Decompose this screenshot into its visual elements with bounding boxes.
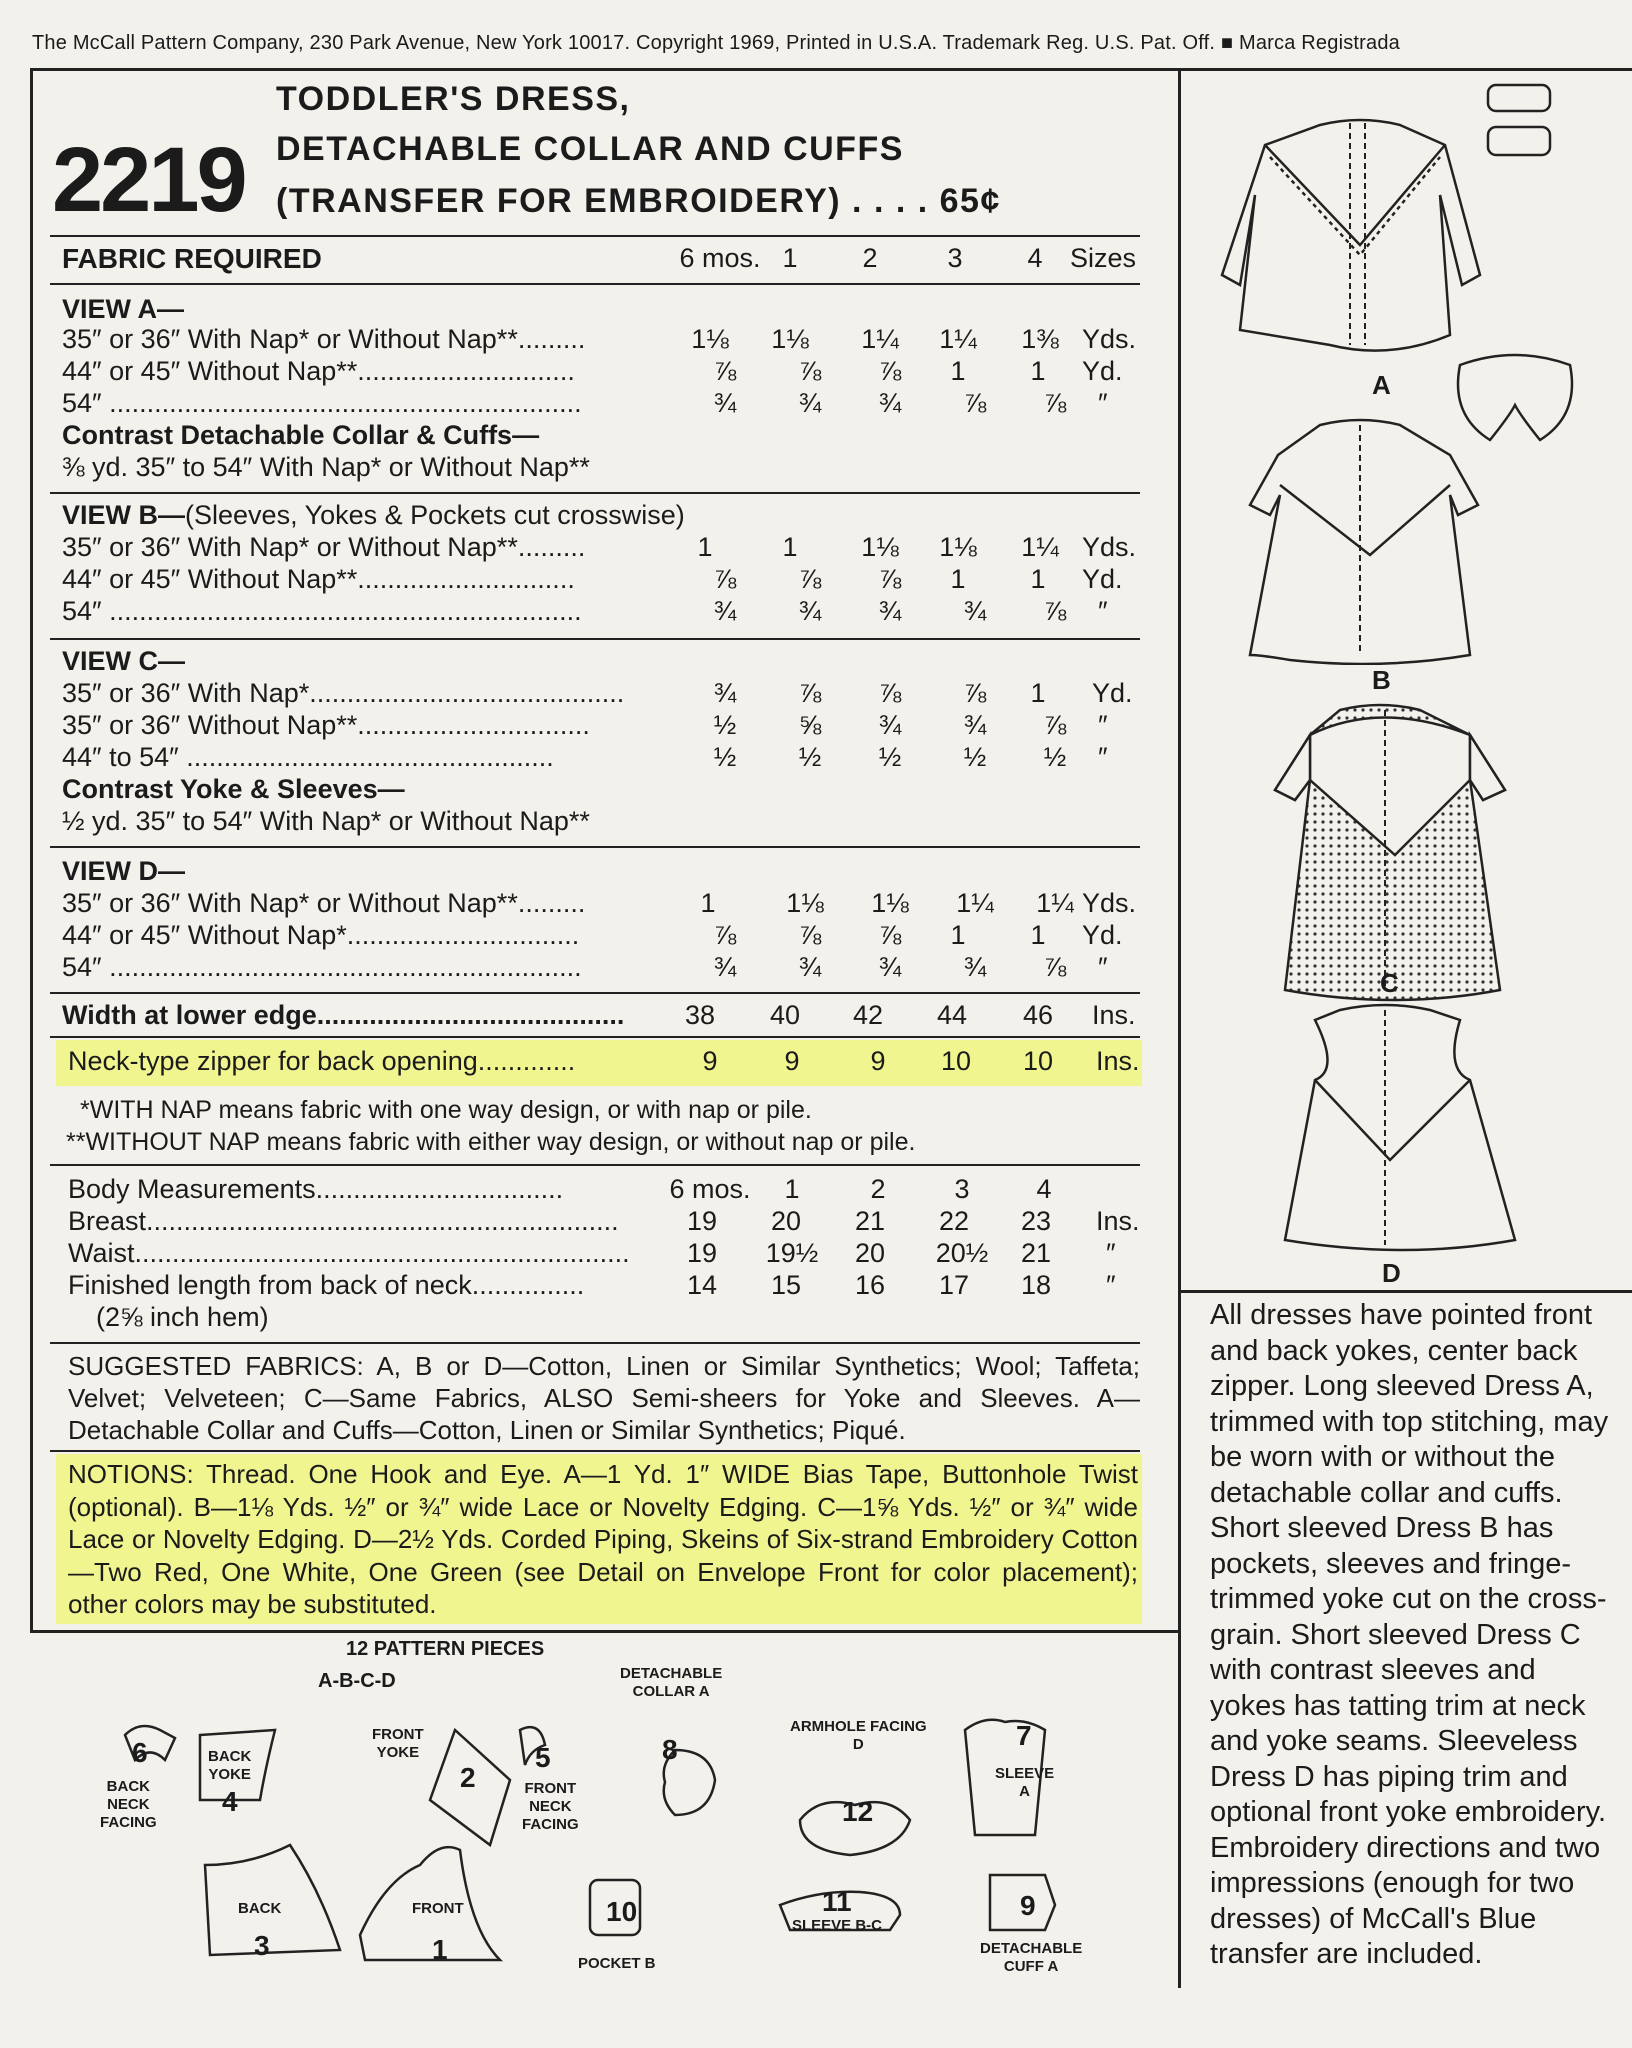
view-a-row: 44″ or 45″ Without Nap**.............................: [62, 356, 575, 386]
piece-12-label: ARMHOLE FACING D: [790, 1718, 927, 1753]
cell: ¾: [963, 952, 987, 982]
size-head-4: 4: [1027, 243, 1043, 273]
piece-2-label: FRONT YOKE: [372, 1726, 424, 1761]
pieces-heading: 12 PATTERN PIECES: [346, 1638, 545, 1660]
cell: 10: [940, 1046, 972, 1076]
piece-12-number: 12: [842, 1796, 874, 1827]
cell: 1⅛: [691, 324, 729, 354]
cell: 16: [854, 1270, 886, 1300]
cell: ½: [1043, 742, 1067, 772]
pieces-subheading: A-B-C-D: [318, 1670, 396, 1692]
cell: ¾: [963, 596, 987, 626]
unit: ″: [1106, 1238, 1116, 1268]
cell: 23: [1020, 1206, 1052, 1236]
hem-note: (2⅝ inch hem): [96, 1302, 269, 1332]
unit: Yds.: [1082, 324, 1137, 354]
cell: 38: [684, 1000, 716, 1030]
cell: 1¼: [861, 324, 899, 354]
cell: 19: [686, 1238, 718, 1268]
cell: 46: [1022, 1000, 1054, 1030]
cell: 1¼: [939, 324, 977, 354]
cell: ⅞: [713, 920, 737, 950]
body-size-head: 2: [870, 1174, 886, 1204]
cell: ⅞: [713, 356, 737, 386]
view-a-row: 54″ ...............................................................: [62, 388, 582, 418]
cell: 1: [697, 532, 713, 562]
view-d-row: 35″ or 36″ With Nap* or Without Nap**.........: [62, 888, 586, 918]
title-line-2: DETACHABLE COLLAR AND CUFFS: [276, 130, 904, 168]
view-b-label: B: [1372, 665, 1391, 695]
cell: 1: [950, 564, 966, 594]
piece-11-label: SLEEVE B-C: [792, 1917, 883, 1934]
cuff-icon: [1488, 85, 1550, 155]
view-b-row: 44″ or 45″ Without Nap**.............................: [62, 564, 575, 594]
cell: ¾: [713, 952, 737, 982]
view-c-contrast-text: ½ yd. 35″ to 54″ With Nap* or Without Nap**: [62, 806, 590, 836]
cell: ¾: [878, 710, 902, 740]
fabric-heading: FABRIC REQUIRED: [62, 243, 322, 274]
nap-note-1: *WITH NAP means fabric with one way design, or with nap or pile.: [80, 1096, 812, 1124]
unit: Yd.: [1082, 564, 1123, 594]
view-c-heading: VIEW C—: [62, 646, 186, 676]
view-c-contrast-heading: Contrast Yoke & Sleeves—: [62, 774, 405, 804]
body-row-waist: Waist..................................................................: [68, 1238, 630, 1268]
unit: Ins.: [1096, 1046, 1140, 1076]
zipper-row-label: Neck-type zipper for back opening.............: [68, 1046, 576, 1076]
view-b-row: 54″ ...............................................................: [62, 596, 582, 626]
cell: ¾: [798, 952, 822, 982]
cell: ½: [713, 710, 737, 740]
cell: ⅝: [798, 710, 822, 740]
size-head-0: 6 mos.: [679, 243, 761, 273]
view-d-heading: VIEW D—: [62, 856, 186, 886]
cell: 1⅛: [939, 532, 977, 562]
cell: ½: [878, 742, 902, 772]
cell: ¾: [878, 952, 902, 982]
cell: 1¼: [956, 888, 994, 918]
unit: Yd.: [1082, 356, 1123, 386]
cell: ⅞: [878, 356, 902, 386]
piece-3-number: 3: [254, 1930, 270, 1961]
piece-7-number: 7: [1016, 1720, 1032, 1751]
piece-10-number: 10: [606, 1896, 638, 1927]
piece-8-label: DETACHABLE COLLAR A: [620, 1665, 723, 1700]
cell: 1: [782, 532, 798, 562]
cell: 1⅛: [861, 532, 899, 562]
pattern-pieces-diagram: [100, 1690, 1110, 1990]
size-head-2: 2: [862, 243, 878, 273]
view-c-row: 44″ to 54″ .................................................: [62, 742, 554, 772]
view-b-illustration: [1230, 415, 1550, 665]
view-a-row: 35″ or 36″ With Nap* or Without Nap**.........: [62, 324, 586, 354]
cell: ⅞: [878, 564, 902, 594]
piece-11-number: 11: [822, 1886, 852, 1917]
unit: ″: [1098, 952, 1108, 982]
cell: 1: [950, 920, 966, 950]
bottom-left-rule: [30, 1630, 1180, 1633]
piece-1-label: FRONT: [412, 1900, 464, 1917]
unit: ″: [1098, 388, 1108, 418]
cell: ¾: [798, 596, 822, 626]
suggested-fabrics: SUGGESTED FABRICS: A, B or D—Cotton, Linen or Similar Synthetics; Wool; Taffeta; Velvet; Velveteen; C—Same Fabrics, ALSO Semi-sheers for Yoke and Sleeves. A—Detachable Collar and Cuffs—Cotton, Linen or Similar Synthetics; Piqué.: [68, 1351, 1140, 1445]
cell: ¾: [878, 596, 902, 626]
piece-6-number: 6: [132, 1737, 148, 1768]
notions-text: NOTIONS: Thread. One Hook and Eye. A—1 Yd. 1″ WIDE Bias Tape, Buttonhole Twist (optional). B—1⅛ Yds. ½″ or ¾″ wide Lace or Novelty Edging. C—1⅝ Yds. ½″ or ¾″ wide Lace or Novelty Edging. D—2½ Yds. Corded Piping, Skeins of Six-strand Embroidery Cotton —Two Red, One White, One Green (see Detail on Envelope Front for color placement); other colors may be substituted.: [68, 1459, 1138, 1619]
piece-6-label: BACK NECK FACING: [100, 1778, 157, 1831]
cell: ⅞: [798, 564, 822, 594]
cell: 18: [1020, 1270, 1052, 1300]
piece-5-label: FRONT NECK FACING: [522, 1780, 579, 1833]
view-a-contrast-heading: Contrast Detachable Collar & Cuffs—: [62, 420, 540, 450]
sizes-label: Sizes: [1070, 243, 1137, 273]
cell: ⅞: [963, 388, 987, 418]
rule-width: [50, 1036, 1140, 1038]
rule-b: [50, 638, 1140, 640]
cell: 21: [854, 1206, 886, 1236]
body-size-head: 3: [954, 1174, 970, 1204]
piece-5-number: 5: [535, 1742, 551, 1773]
cell: ⅞: [798, 678, 822, 708]
view-b-heading-row: [62, 500, 685, 531]
cell: 14: [686, 1270, 718, 1300]
company-header: The McCall Pattern Company, 230 Park Avenue, New York 10017. Copyright 1969, Printed in U.S.A. Trademark Reg. U.S. Pat. Off. ■ Marca Registrada: [32, 32, 1401, 54]
center-rule: [1178, 68, 1181, 1988]
piece-4-label: BACK YOKE: [208, 1748, 252, 1783]
piece-10-label: POCKET B: [578, 1955, 656, 1972]
view-a-heading: VIEW A—: [62, 294, 185, 324]
view-b-heading: VIEW B—: [62, 500, 186, 530]
cell: ⅞: [798, 920, 822, 950]
rule-suggested: [50, 1450, 1140, 1452]
cell: 15: [770, 1270, 802, 1300]
cell: ¾: [713, 596, 737, 626]
rule-notes: [50, 1164, 1140, 1166]
view-a-label: A: [1372, 370, 1391, 400]
cell: ⅞: [963, 678, 987, 708]
cell: ⅞: [878, 678, 902, 708]
cell: 1¼: [1036, 888, 1074, 918]
cell: ¾: [878, 388, 902, 418]
view-c-row: 35″ or 36″ Without Nap**...............................: [62, 710, 590, 740]
description-text: All dresses have pointed front and back yokes, center back zipper. Long sleeved Dress A, trimmed with top stitching, may be worn with or without the detachable collar and cuffs. Short sleeved Dress B has pockets, sleeves and fringe-trimmed yoke cut on the cross-grain. Short sleeved Dress C with contrast sleeves and yokes has tatting trim at neck and yoke seams. Sleeveless Dress D has piping trim and optional front yoke embroidery. Embroidery directions and two impressions (enough for two dresses) of McCall's Blue transfer are included.: [1210, 1299, 1609, 1970]
unit: ″: [1098, 742, 1108, 772]
view-d-row: 44″ or 45″ Without Nap*...............................: [62, 920, 580, 950]
view-a-contrast-text: ⅜ yd. 35″ to 54″ With Nap* or Without Nap**: [62, 452, 590, 482]
cell: 1: [1030, 564, 1046, 594]
cell: 1: [1030, 920, 1046, 950]
unit: Yd.: [1082, 920, 1123, 950]
cell: 44: [936, 1000, 968, 1030]
cell: 1: [700, 888, 716, 918]
cell: 21: [1020, 1238, 1052, 1268]
cell: 10: [1022, 1046, 1054, 1076]
cell: 20: [854, 1238, 886, 1268]
cell: 22: [938, 1206, 970, 1236]
view-c-illustration: [1255, 690, 1575, 1010]
cell: ⅞: [1043, 710, 1067, 740]
view-d-illustration: [1245, 1000, 1565, 1260]
cell: 19: [686, 1206, 718, 1236]
cell: ½: [963, 742, 987, 772]
cell: 9: [702, 1046, 718, 1076]
cell: 20½: [935, 1238, 989, 1268]
cell: 1⅛: [786, 888, 824, 918]
cell: 40: [769, 1000, 801, 1030]
cell: 1: [1030, 356, 1046, 386]
cell: 17: [938, 1270, 970, 1300]
left-rule: [30, 68, 33, 1633]
body-size-head: 1: [784, 1174, 800, 1204]
piece-2-number: 2: [460, 1762, 476, 1793]
nap-note-2: **WITHOUT NAP means fabric with either way design, or without nap or pile.: [66, 1128, 916, 1156]
cell: 42: [852, 1000, 884, 1030]
unit: Ins.: [1092, 1000, 1136, 1030]
title-line-3: (TRANSFER FOR EMBROIDERY) . . . . 65¢: [276, 182, 1001, 220]
view-c-label: C: [1380, 968, 1399, 998]
cell: ¾: [963, 710, 987, 740]
cell: ½: [798, 742, 822, 772]
rule-d: [50, 992, 1140, 994]
rule-a: [50, 492, 1140, 494]
unit: Yds.: [1082, 532, 1137, 562]
cell: ½: [713, 742, 737, 772]
right-mid-rule: [1178, 1290, 1632, 1293]
cell: ¾: [713, 388, 737, 418]
cell: 19½: [765, 1238, 819, 1268]
cell: ¾: [798, 388, 822, 418]
cell: ⅞: [713, 564, 737, 594]
cell: ⅞: [1043, 952, 1067, 982]
size-head-3: 3: [947, 243, 963, 273]
cell: 20: [770, 1206, 802, 1236]
view-c-row: 35″ or 36″ With Nap*..........................................: [62, 678, 625, 708]
unit: ″: [1098, 710, 1108, 740]
rule-c: [50, 846, 1140, 848]
view-d-row: 54″ ...............................................................: [62, 952, 582, 982]
cell: 9: [870, 1046, 886, 1076]
title-line-1: TODDLER'S DRESS,: [276, 80, 631, 118]
cell: ⅞: [1043, 596, 1067, 626]
width-row-label: Width at lower edge.........................................: [62, 1000, 625, 1030]
piece-7-label: SLEEVE A: [995, 1765, 1055, 1800]
body-row-breast: Breast...............................................................: [68, 1206, 619, 1236]
cell: 1⅛: [771, 324, 809, 354]
cell: 1: [1030, 678, 1046, 708]
rule-fabric-top: [50, 235, 1140, 237]
piece-9-label: DETACHABLE CUFF A: [980, 1940, 1083, 1975]
cell: ⅞: [798, 356, 822, 386]
view-b-row: 35″ or 36″ With Nap* or Without Nap**.........: [62, 532, 586, 562]
top-rule: [30, 68, 1632, 71]
cell: 1: [950, 356, 966, 386]
piece-4-number: 4: [222, 1786, 238, 1817]
cell: ¾: [713, 678, 737, 708]
body-heading: Body Measurements.................................: [68, 1174, 564, 1204]
piece-8-number: 8: [662, 1734, 678, 1765]
cell: ⅞: [1043, 388, 1067, 418]
unit: ″: [1106, 1270, 1116, 1300]
cell: 1⅛: [871, 888, 909, 918]
unit: Ins.: [1096, 1206, 1140, 1236]
cell: ⅞: [878, 920, 902, 950]
rule-fabric-head: [50, 283, 1140, 285]
piece-9-number: 9: [1020, 1890, 1036, 1921]
cell: 1⅜: [1021, 324, 1059, 354]
rule-body: [50, 1342, 1140, 1344]
body-size-head: 6 mos.: [669, 1174, 751, 1204]
piece-3-label: BACK: [238, 1900, 282, 1917]
cell: 1¼: [1021, 532, 1059, 562]
unit: Yd.: [1092, 678, 1133, 708]
unit: Yds.: [1082, 888, 1137, 918]
cell: 9: [784, 1046, 800, 1076]
piece-1-number: 1: [432, 1934, 448, 1965]
unit: ″: [1098, 596, 1108, 626]
pattern-number: 2219: [52, 129, 245, 231]
body-row-length: Finished length from back of neck...............: [68, 1270, 585, 1300]
body-size-head: 4: [1036, 1174, 1052, 1204]
size-head-1: 1: [782, 243, 798, 273]
view-d-label: D: [1382, 1258, 1401, 1288]
view-b-note: (Sleeves, Yokes & Pockets cut crosswise): [185, 500, 685, 530]
